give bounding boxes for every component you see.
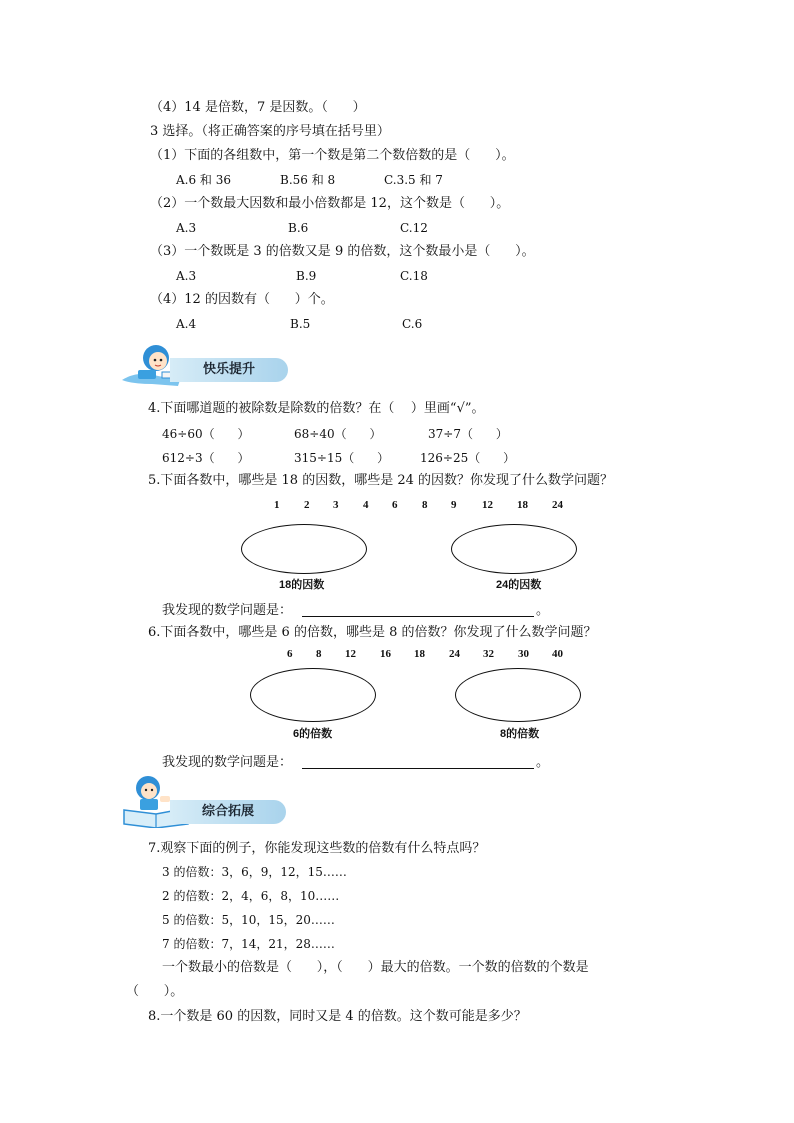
q5-oval-18-factors: [241, 524, 367, 574]
q7-title: 7.观察下面的例子，你能发现这些数的倍数有什么特点吗？: [148, 841, 486, 856]
q3-3-option-b: B.9: [296, 269, 317, 283]
q6-number: 18: [414, 648, 425, 660]
q7-example-7: 7 的倍数：7，14，21，28……: [162, 937, 335, 951]
q3-4-option-b: B.5: [290, 317, 311, 331]
q5-number: 1: [274, 499, 280, 511]
q3-item-4: （4）12 的因数有（ ）个。: [150, 292, 334, 307]
q6-number: 16: [380, 648, 391, 660]
q3-2-option-b: B.6: [288, 221, 309, 235]
q6-number: 30: [518, 648, 529, 660]
q2-item-4: （4）14 是倍数，7 是因数。（ ）: [150, 100, 366, 115]
section-banner-happy-improve: [170, 358, 288, 382]
q4-row2-c: 126÷25（ ）: [420, 451, 516, 465]
q6-found-label: 我发现的数学问题是：: [162, 755, 293, 770]
q5-number: 24: [552, 499, 563, 511]
q6-label-left: 6的倍数: [293, 728, 333, 740]
q7-fill-line-2: （ ）。: [126, 984, 184, 999]
q3-2-option-a: A.3: [176, 221, 197, 235]
q6-label-right: 8的倍数: [500, 728, 540, 740]
q5-number: 8: [422, 499, 428, 511]
q4-row1-c: 37÷7（ ）: [428, 427, 508, 441]
q3-1-option-a: A.6 和 36: [176, 173, 232, 187]
q5-period: 。: [536, 603, 550, 618]
q6-number: 6: [287, 648, 293, 660]
q6-oval-8-multiples: [455, 668, 581, 722]
q3-1-option-c: C.3.5 和 7: [384, 173, 443, 187]
q3-item-1: （1）下面的各组数中，第一个数是第二个数倍数的是（ ）。: [150, 148, 515, 163]
q5-answer-line[interactable]: [302, 616, 534, 617]
q7-example-3: 3 的倍数：3，6，9，12，15……: [162, 865, 347, 879]
q5-found-label: 我发现的数学问题是：: [162, 603, 293, 618]
q6-number: 40: [552, 648, 563, 660]
section-banner-comprehensive: [170, 800, 286, 824]
q5-label-right: 24的因数: [496, 579, 542, 591]
q3-4-option-c: C.6: [402, 317, 423, 331]
q4-row1-b: 68÷40（ ）: [294, 427, 382, 441]
q3-title: 3 选择。（将正确答案的序号填在括号里）: [150, 124, 390, 139]
q5-number: 3: [333, 499, 339, 511]
q3-item-3: （3）一个数既是 3 的倍数又是 9 的倍数，这个数最小是（ ）。: [150, 244, 535, 259]
q5-number: 18: [517, 499, 528, 511]
q6-period: 。: [536, 755, 550, 770]
q5-label-left: 18的因数: [279, 579, 325, 591]
q5-number: 6: [392, 499, 398, 511]
q3-item-2: （2）一个数最大因数和最小倍数都是 12，这个数是（ ）。: [150, 196, 510, 211]
q6-number: 32: [483, 648, 494, 660]
section-banner-title: 快乐提升: [202, 362, 255, 377]
q5-number: 4: [363, 499, 369, 511]
q5-number: 2: [304, 499, 310, 511]
q5-title: 5.下面各数中，哪些是 18 的因数，哪些是 24 的因数？你发现了什么数学问题？: [148, 473, 614, 488]
q4-row1-a: 46÷60（ ）: [162, 427, 250, 441]
q6-number: 8: [316, 648, 322, 660]
q3-3-option-a: A.3: [176, 269, 197, 283]
q6-number: 24: [449, 648, 460, 660]
q5-oval-24-factors: [451, 524, 577, 574]
q8-title: 8.一个数是 60 的因数，同时又是 4 的倍数。这个数可能是多少？: [148, 1009, 527, 1024]
q3-3-option-c: C.18: [400, 269, 428, 283]
q3-2-option-c: C.12: [400, 221, 428, 235]
q6-title: 6.下面各数中，哪些是 6 的倍数，哪些是 8 的倍数？你发现了什么数学问题？: [148, 625, 597, 640]
q6-answer-line[interactable]: [302, 768, 534, 769]
q7-example-2: 2 的倍数：2，4，6，8，10……: [162, 889, 340, 903]
section-banner-title: 综合拓展: [201, 804, 254, 819]
q5-number: 12: [482, 499, 493, 511]
q4-row2-a: 612÷3（ ）: [162, 451, 250, 465]
q4-title: 4.下面哪道题的被除数是除数的倍数？在（ ）里画“√”。: [148, 401, 485, 416]
q6-oval-6-multiples: [250, 668, 376, 722]
q7-fill-line: 一个数最小的倍数是（ ），（ ）最大的倍数。一个数的倍数的个数是: [162, 960, 589, 975]
q7-example-5: 5 的倍数：5，10，15，20……: [162, 913, 335, 927]
q5-number: 9: [451, 499, 457, 511]
q3-1-option-b: B.56 和 8: [280, 173, 336, 187]
q3-4-option-a: A.4: [176, 317, 197, 331]
q6-number: 12: [345, 648, 356, 660]
q4-row2-b: 315÷15（ ）: [294, 451, 390, 465]
